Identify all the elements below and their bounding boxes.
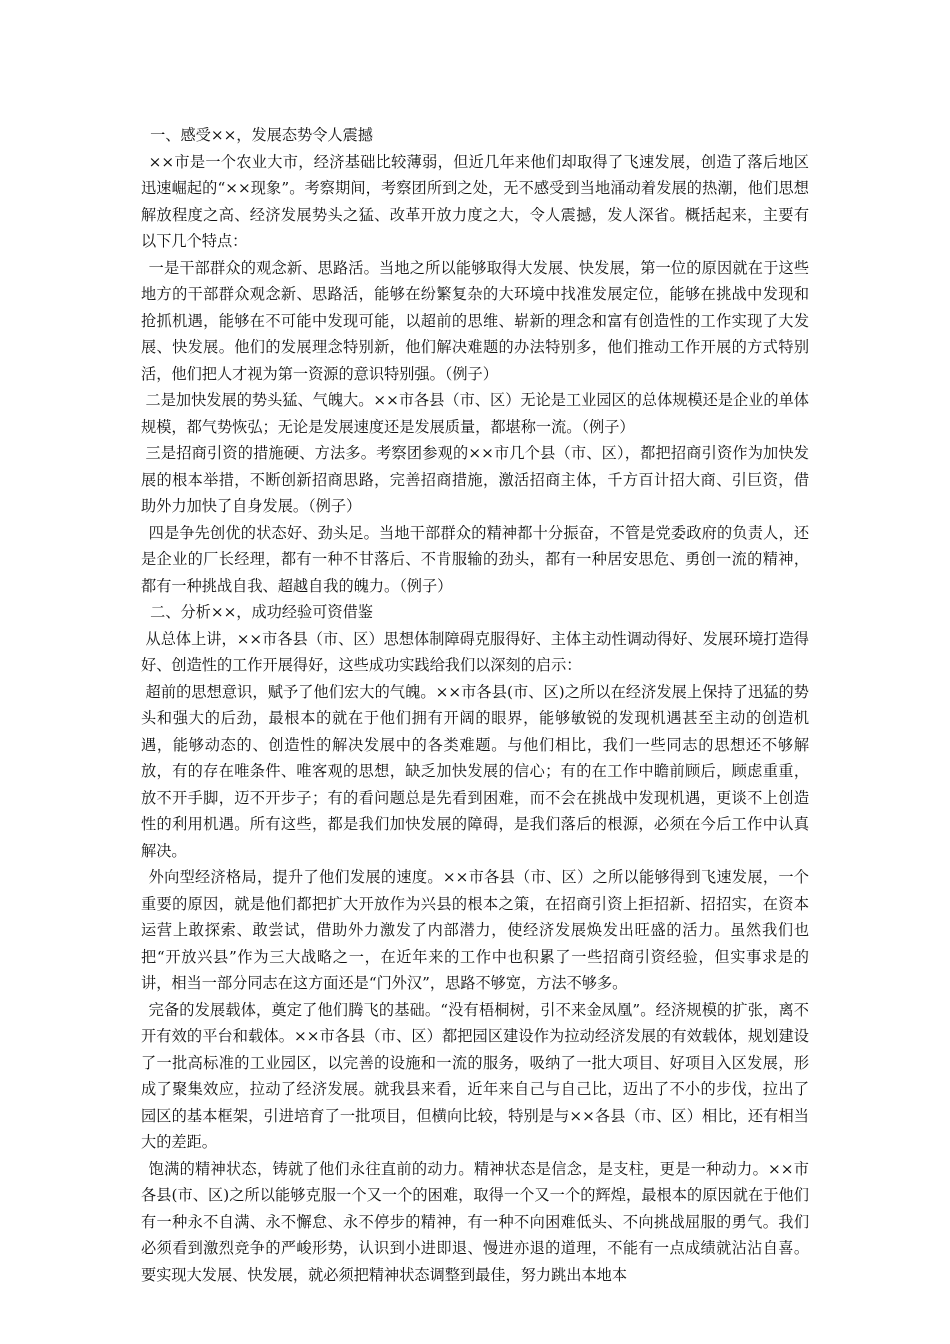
paragraph-lesson-1: 超前的思想意识，赋予了他们宏大的气魄。××市各县(市、区)之所以在经济发展上保持了迅猛的势头和强大的后劲，最根本的就在于他们拥有开阔的眼界，能够敏锐的发现机遇甚至主动的创造机遇，能够动态的、创造性的解决发展中的各类难题。与他们相比，我们一些同志的思想还不够解放，有的存在唯条件、唯客观的思想，缺乏加快发展的信心；有的在工作中瞻前顾后，顾虑重重，放不开手脚，迈不开步子；有的看问题总是先看到困难，而不会在挑战中发现机遇，更谈不上创造性的利用机遇。所有这些，都是我们加快发展的障碍，是我们落后的根源，必须在今后工作中认真解决。 — [141, 682, 809, 860]
paragraph-intro: ××市是一个农业大市，经济基础比较薄弱，但近几年来他们却取得了飞速发展，创造了落后地区迅速崛起的“××现象”。考察期间，考察团所到之处，无不感受到当地涌动着发展的热潮，他们思想解放程度之高、经济发展势头之猛、改革开放力度之大，令人震撼，发人深省。概括起来，主要有以下几个特点： — [141, 152, 809, 250]
paragraph-point-3: 三是招商引资的措施硬、方法多。考察团参观的××市几个县（市、区），都把招商引资作为加快发展的根本举措，不断创新招商思路，完善招商措施，激活招商主体，千方百计招大商、引巨资，借助外力加快了自身发展。（例子） — [141, 444, 809, 515]
paragraph-lesson-3: 完备的发展载体，奠定了他们腾飞的基础。“没有梧桐树，引不来金凤凰”。经济规模的扩张，离不开有效的平台和载体。××市各县（市、区）都把园区建设作为拉动经济发展的有效载体，规划建设了一批高标准的工业园区，以完善的设施和一流的服务，吸纳了一批大项目、好项目入区发展，形成了聚集效应，拉动了经济发展。就我县来看，近年来自己与自己比，迈出了不小的步伐，拉出了园区的基本框架，引进培育了一批项目，但横向比较，特别是与××各县（市、区）相比，还有相当大的差距。 — [141, 1000, 809, 1151]
section-heading-1: 一、感受××，发展态势令人震撼 — [150, 126, 373, 144]
paragraph-lesson-4: 饱满的精神状态，铸就了他们永往直前的动力。精神状态是信念，是支柱，更是一种动力。××市各县(市、区)之所以能够克服一个又一个的困难，取得一个又一个的辉煌，最根本的原因就在于他们有一种永不自满、永不懈怠、永不停步的精神，有一种不向困难低头、不向挑战屈服的勇气。我们必须看到激烈竞争的严峻形势，认识到小进即退、慢进亦退的道理，不能有一点成绩就沾沾自喜。要实现大发展、快发展，就必须把精神状态调整到最佳，努力跳出本地本 — [141, 1159, 809, 1284]
paragraph-lesson-2: 外向型经济格局，提升了他们发展的速度。××市各县（市、区）之所以能够得到飞速发展，一个重要的原因，就是他们都把扩大开放作为兴县的根本之策，在招商引资上拒招新、招招实，在资本运营上敢探索、敢尝试，借助外力激发了内部潜力，使经济发展焕发出旺盛的活力。虽然我们也把“开放兴县”作为三大战略之一，在近年来的工作中也积累了一些招商引资经验，但实事求是的讲，相当一部分同志在这方面还是“门外汉”，思路不够宽，方法不够多。 — [141, 868, 809, 992]
section-heading-2: 二、分析××，成功经验可资借鉴 — [150, 603, 373, 621]
paragraph-point-4: 四是争先创优的状态好、劲头足。当地干部群众的精神都十分振奋，不管是党委政府的负责人，还是企业的厂长经理，都有一种不甘落后、不肯服输的劲头，都有一种居安思危、勇创一流的精神，都有一种挑战自我、超越自我的魄力。（例子） — [141, 523, 809, 595]
document-body — [141, 122, 809, 1288]
paragraph-summary: 从总体上讲，××市各县（市、区）思想体制障碍克服得好、主体主动性调动得好、发展环境打造得好、创造性的工作开展得好，这些成功实践给我们以深刻的启示： — [141, 629, 809, 674]
paragraph-point-2: 二是加快发展的势头猛、气魄大。××市各县（市、区）无论是工业园区的总体规模还是企业的单体规模，都气势恢弘；无论是发展速度还是发展质量，都堪称一流。（例子） — [141, 391, 809, 436]
paragraph-point-1: 一是干部群众的观念新、思路活。当地之所以能够取得大发展、快发展，第一位的原因就在于这些地方的干部群众观念新、思路活，能够在纷繁复杂的大环境中找准发展定位，能够在挑战中发现和抢抓机遇，能够在不可能中发现可能，以超前的思维、崭新的理念和富有创造性的工作实现了大发展、快发展。他们的发展理念特别新，他们解决难题的办法特别多，他们推动工作开展的方式特别活，他们把人才视为第一资源的意识特别强。（例子） — [141, 258, 809, 383]
